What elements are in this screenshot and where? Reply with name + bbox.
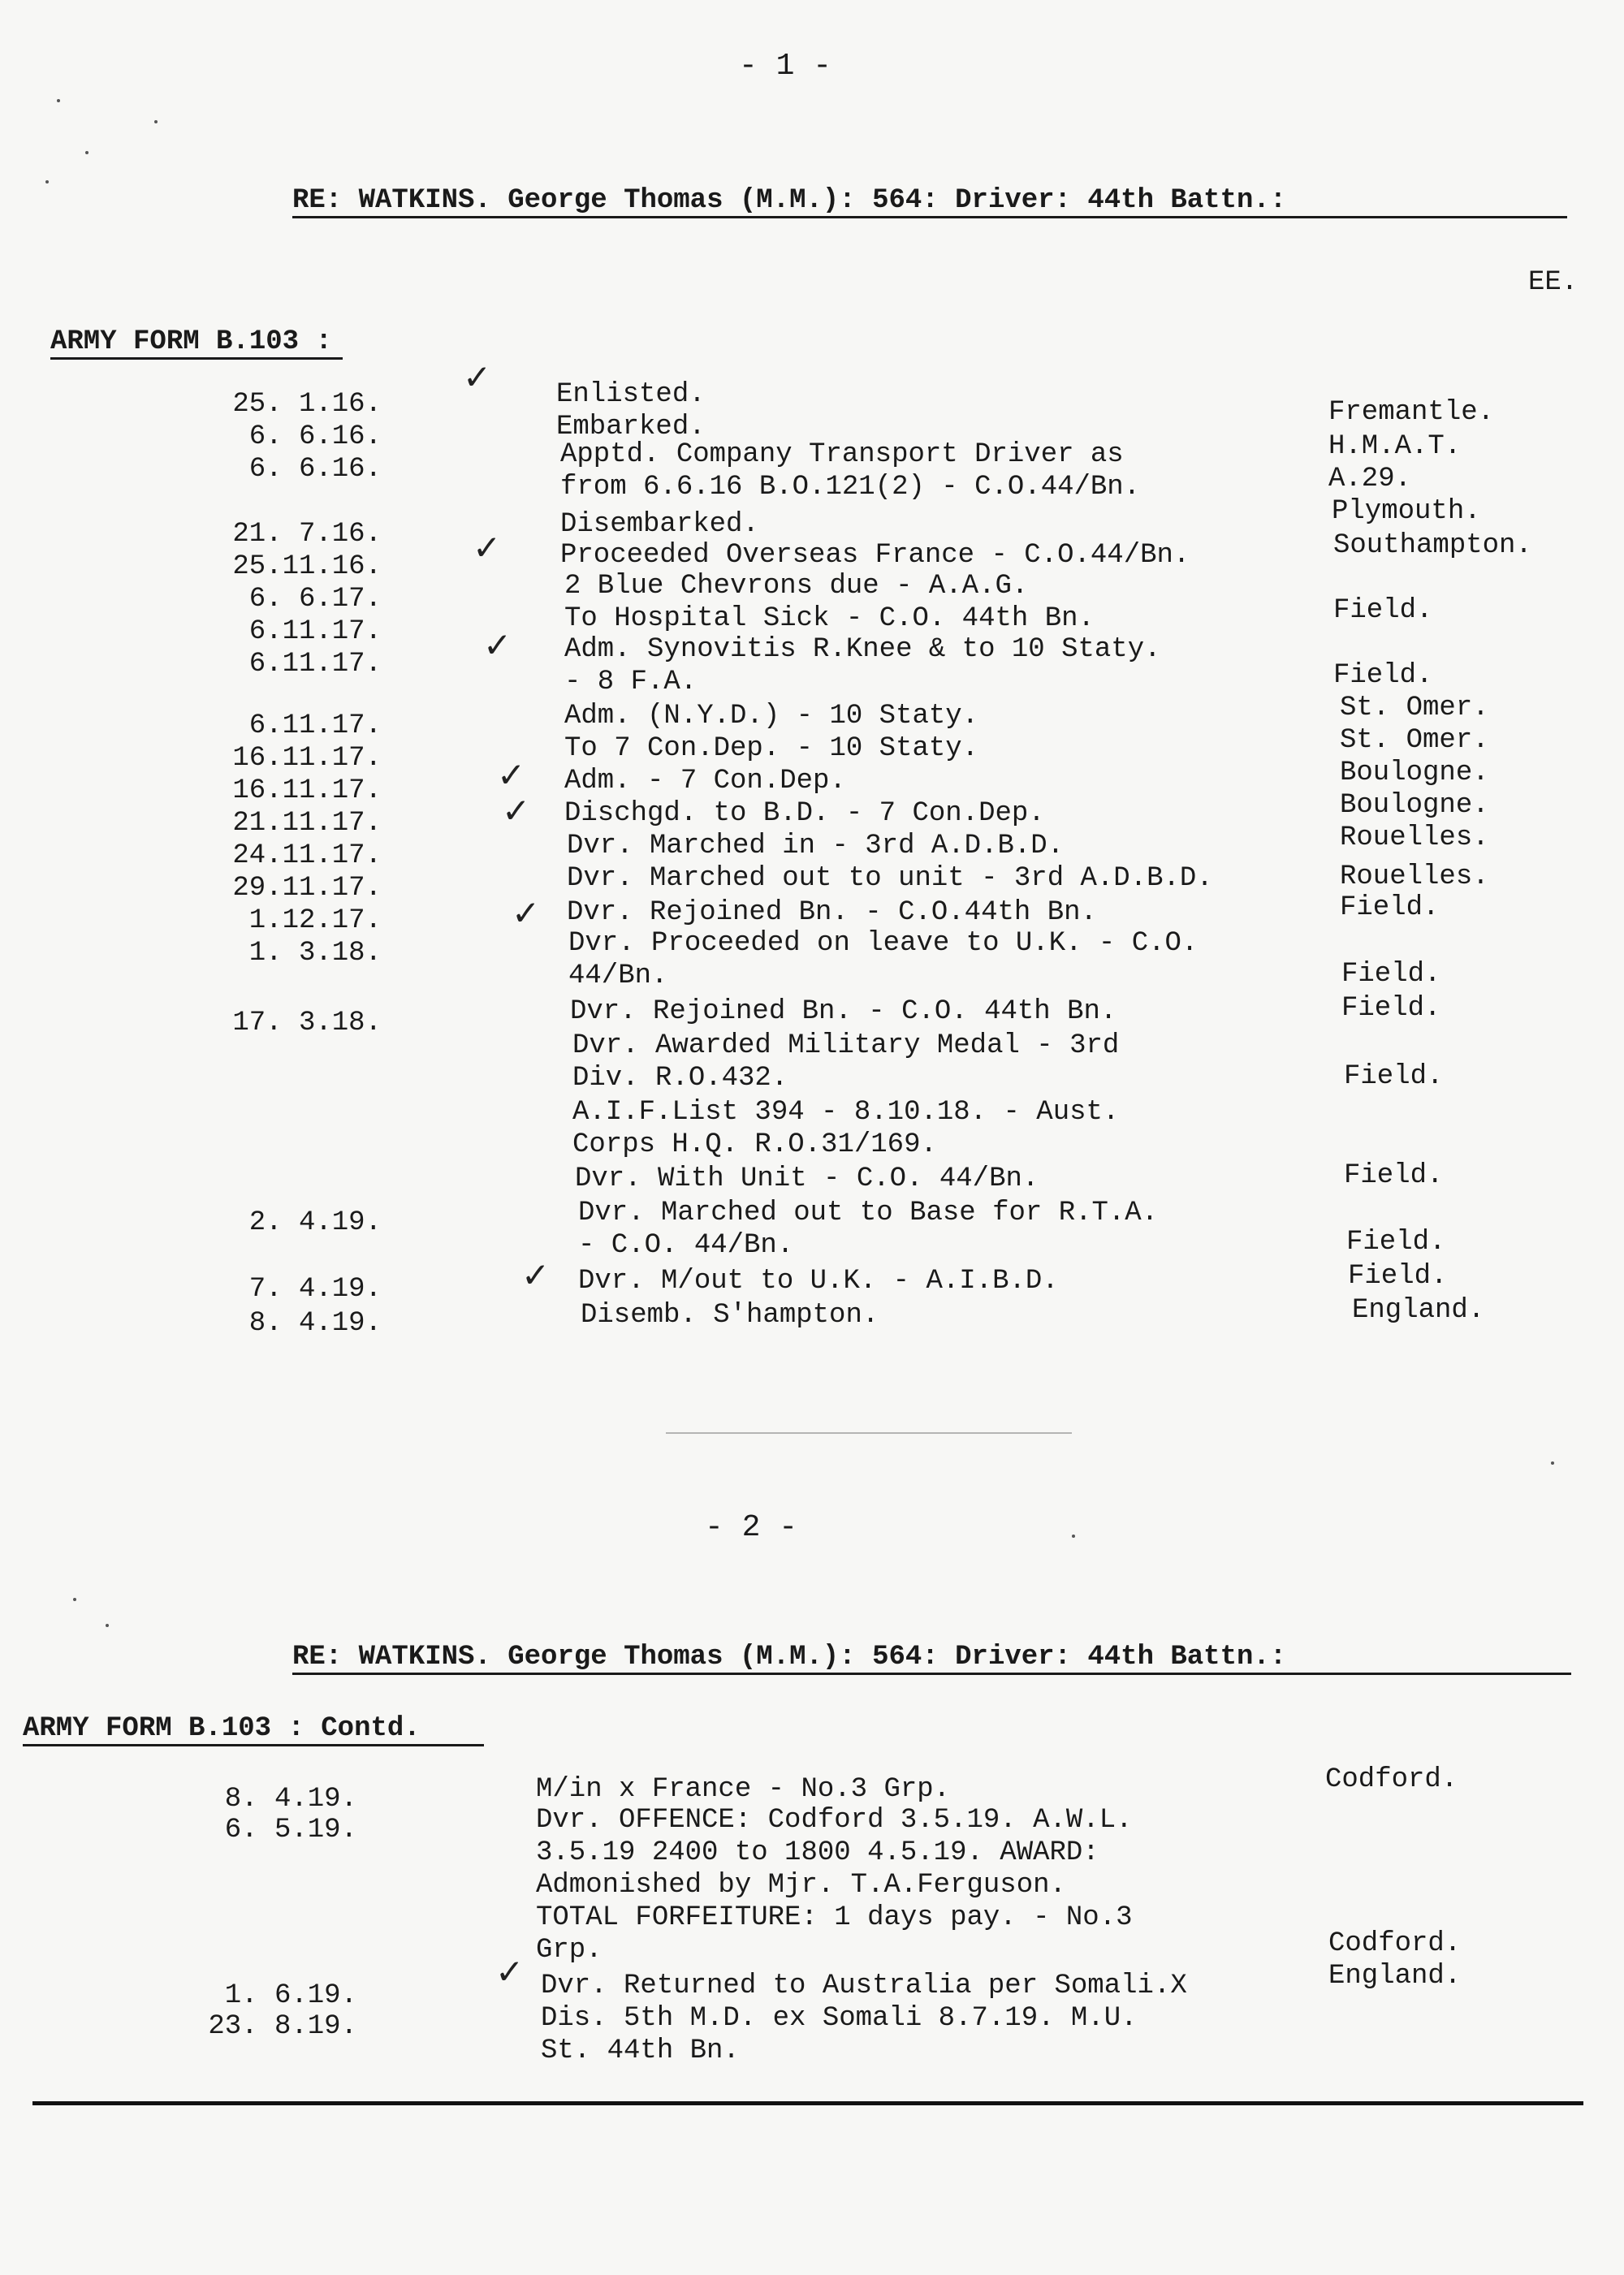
entry-text: Apptd. Company Transport Driver as from 6.6.16 B.O.121(2) - C.O.44/Bn. xyxy=(560,439,1141,503)
speck xyxy=(154,120,158,123)
initials: EE. xyxy=(1528,267,1579,298)
record-header-2: RE: WATKINS. George Thomas (M.M.): 564: Driver: 44th Battn.: xyxy=(292,1642,1287,1673)
entry-place: England. xyxy=(1352,1295,1485,1326)
entry-place: Fremantle. xyxy=(1328,397,1495,428)
entry-text: Dvr. M/out to U.K. - A.I.B.D. xyxy=(578,1266,1059,1297)
entry-text: Dvr. Returned to Australia per Somali.X xyxy=(541,1971,1187,2001)
page-number-1: - 1 - xyxy=(739,49,832,84)
entry-date: 2. 4.19. xyxy=(248,1207,382,1238)
entry-place: Rouelles. xyxy=(1340,861,1489,892)
entry-place: Plymouth. xyxy=(1332,496,1481,527)
entry-date: 6.11.17. xyxy=(248,710,382,741)
entry-date: 1.12.17. xyxy=(248,905,382,936)
entry-text: To 7 Con.Dep. - 10 Staty. xyxy=(564,733,979,764)
speck xyxy=(85,151,89,154)
header-rule-2 xyxy=(292,1673,1571,1675)
tick-mark-icon: ✓ xyxy=(521,1255,551,1295)
speck xyxy=(73,1598,76,1601)
entry-date: 25. 1.16. xyxy=(232,389,382,420)
entry-date: 29.11.17. xyxy=(232,873,382,904)
entry-place: St. Omer. xyxy=(1340,693,1489,723)
entry-text: Adm. (N.Y.D.) - 10 Staty. xyxy=(564,701,979,732)
entry-date: 6. 6.17. xyxy=(248,584,382,615)
entry-text: Adm. Synovitis R.Knee & to 10 Staty. - 8 F.A. xyxy=(564,634,1161,697)
entry-place: Field. xyxy=(1340,892,1440,923)
tick-mark-icon: ✓ xyxy=(463,357,492,397)
faint-divider xyxy=(666,1432,1072,1434)
entry-text: To Hospital Sick - C.O. 44th Bn. xyxy=(564,603,1095,634)
tick-mark-icon: ✓ xyxy=(502,791,531,831)
entry-date: 7. 4.19. xyxy=(248,1274,382,1305)
tick-mark-icon: ✓ xyxy=(495,1952,525,1992)
entry-place: Boulogne. xyxy=(1340,790,1489,821)
entry-text: Dvr. Awarded Military Medal - 3rd Div. R.O.432. xyxy=(572,1030,1120,1094)
entry-place: England. xyxy=(1328,1961,1462,1992)
entry-date: 21. 7.16. xyxy=(232,519,382,550)
speck xyxy=(57,99,60,102)
entry-place: H.M.A.T. A.29. xyxy=(1328,431,1462,494)
tick-mark-icon: ✓ xyxy=(512,893,541,933)
form-title-1: ARMY FORM B.103 : xyxy=(50,326,332,357)
entry-date: 23. 8.19. xyxy=(208,2011,357,2042)
entry-text: Dvr. Marched out to Base for R.T.A. - C.O. 44/Bn. xyxy=(578,1198,1159,1261)
entry-place: Rouelles. xyxy=(1340,822,1489,853)
speck xyxy=(45,180,49,183)
entry-place: Field. xyxy=(1341,993,1441,1024)
bottom-rule xyxy=(32,2101,1583,2105)
entry-date: 24.11.17. xyxy=(232,840,382,871)
entry-place: Southampton. xyxy=(1333,530,1532,561)
entry-date: 6.11.17. xyxy=(248,649,382,680)
entry-date: 25.11.16. xyxy=(232,551,382,582)
header-rule-1 xyxy=(292,216,1567,218)
entry-text: Adm. - 7 Con.Dep. xyxy=(564,766,846,796)
entry-date: 8. 4.19. xyxy=(248,1308,382,1339)
speck xyxy=(1072,1535,1075,1538)
entry-date: 1. 3.18. xyxy=(248,938,382,969)
entry-text: Embarked. xyxy=(556,412,706,442)
entry-date: 6. 6.16. xyxy=(248,421,382,452)
entry-place: Field. xyxy=(1341,959,1441,990)
entry-date: 16.11.17. xyxy=(232,775,382,806)
entry-place: Field. xyxy=(1333,595,1433,626)
entry-text: Dvr. Rejoined Bn. - C.O. 44th Bn. xyxy=(570,996,1117,1027)
entry-place: Codford. xyxy=(1325,1764,1458,1795)
entry-place: Field. xyxy=(1344,1061,1444,1092)
entry-text: Dischgd. to B.D. - 7 Con.Dep. xyxy=(564,798,1045,829)
form-title-underline-1 xyxy=(50,357,343,360)
entry-date: 17. 3.18. xyxy=(232,1008,382,1038)
entry-place: St. Omer. xyxy=(1340,725,1489,756)
entry-text: Dvr. OFFENCE: Codford 3.5.19. A.W.L. 3.5.19 2400 to 1800 4.5.19. AWARD: Admonished by Mjr. T.A.Ferguson. TOTAL FORFEITURE: 1 days pay. - No.3 Grp. xyxy=(536,1805,1133,1966)
entry-place: Field. xyxy=(1348,1261,1448,1292)
entry-text: Dvr. Marched out to unit - 3rd A.D.B.D. xyxy=(567,863,1213,894)
entry-text: Dvr. Rejoined Bn. - C.O.44th Bn. xyxy=(567,897,1097,928)
tick-mark-icon: ✓ xyxy=(497,755,526,795)
speck xyxy=(106,1624,109,1627)
entry-place: Field. xyxy=(1346,1227,1446,1258)
entry-date: 6. 6.16. xyxy=(248,454,382,485)
entry-text: Disembarked. xyxy=(560,509,759,540)
form-title-2: ARMY FORM B.103 : Contd. xyxy=(23,1713,421,1744)
entry-text: A.I.F.List 394 - 8.10.18. - Aust. Corps H.Q. R.O.31/169. xyxy=(572,1097,1120,1160)
entry-place: Field. xyxy=(1344,1160,1444,1191)
entry-text: Dvr. Marched in - 3rd A.D.B.D. xyxy=(567,831,1065,861)
entry-place: Codford. xyxy=(1328,1928,1462,1959)
tick-mark-icon: ✓ xyxy=(473,528,502,568)
entry-place: Field. xyxy=(1333,660,1433,691)
entry-date: 21.11.17. xyxy=(232,808,382,839)
speck xyxy=(1551,1461,1554,1465)
entry-date: 1. 6.19. xyxy=(224,1980,357,2011)
entry-place: Boulogne. xyxy=(1340,758,1489,788)
page-number-2: - 2 - xyxy=(705,1510,798,1545)
entry-text: Dis. 5th M.D. ex Somali 8.7.19. M.U. St. 44th Bn. xyxy=(541,2003,1138,2066)
entry-date: 6. 5.19. xyxy=(224,1815,357,1845)
entry-text: Dvr. With Unit - C.O. 44/Bn. xyxy=(575,1163,1039,1194)
entry-text: Enlisted. xyxy=(556,379,706,410)
entry-text: Dvr. Proceeded on leave to U.K. - C.O. 44/Bn. xyxy=(568,928,1199,991)
entry-text: 2 Blue Chevrons due - A.A.G. xyxy=(564,571,1029,602)
entry-date: 6.11.17. xyxy=(248,616,382,647)
form-title-underline-2 xyxy=(23,1744,484,1746)
entry-date: 16.11.17. xyxy=(232,743,382,774)
entry-text: M/in x France - No.3 Grp. xyxy=(536,1774,951,1805)
entry-text: Proceeded Overseas France - C.O.44/Bn. xyxy=(560,540,1190,571)
entry-text: Disemb. S'hampton. xyxy=(581,1300,879,1331)
record-header-1: RE: WATKINS. George Thomas (M.M.): 564: Driver: 44th Battn.: xyxy=(292,185,1287,216)
tick-mark-icon: ✓ xyxy=(483,625,512,665)
entry-date: 8. 4.19. xyxy=(224,1784,357,1815)
